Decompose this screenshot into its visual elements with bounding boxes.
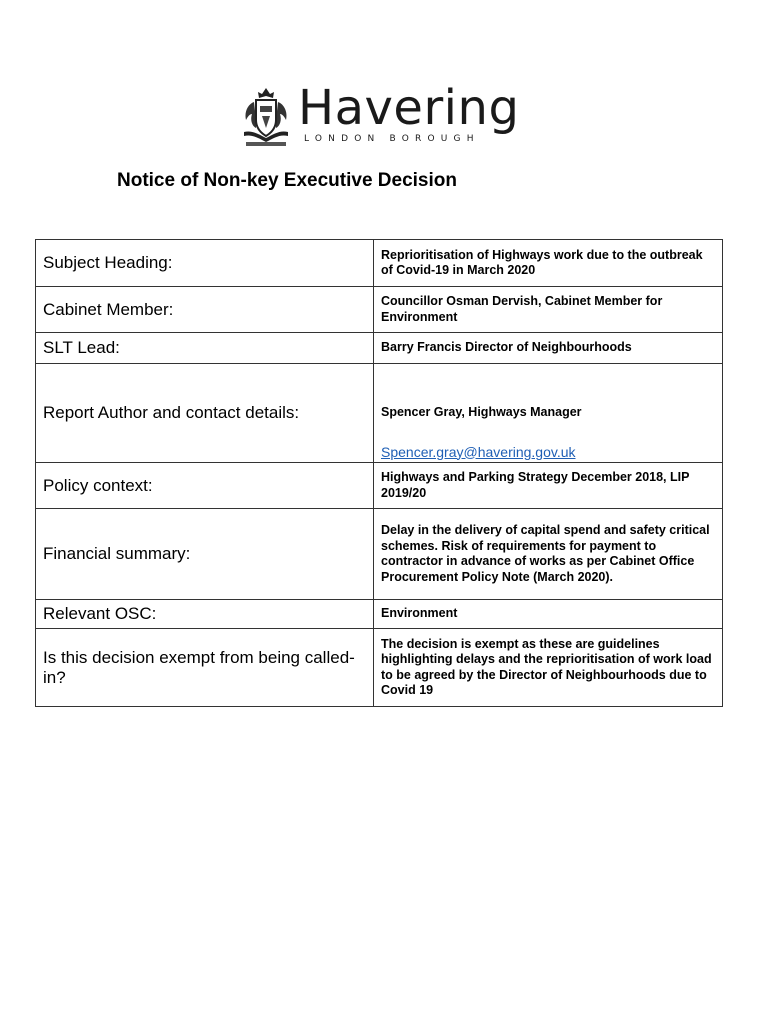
- row-value-policy-context: Highways and Parking Strategy December 2018, LIP 2019/20: [374, 463, 723, 509]
- row-label-subject: Subject Heading:: [36, 240, 374, 287]
- havering-logo: [240, 80, 530, 152]
- row-label-call-in-exempt: Is this decision exempt from being called-in?: [36, 629, 374, 707]
- row-label-policy-context: Policy context:: [36, 463, 374, 509]
- row-value-financial-summary: Delay in the delivery of capital spend and safety critical schemes. Risk of requirements for payment to contractor in advance of works as per Cabinet Office Procurement Policy Note (March 2020).: [374, 509, 723, 600]
- row-label-cabinet-member: Cabinet Member:: [36, 287, 374, 333]
- logo-subtitle: LONDON BOROUGH: [304, 134, 480, 144]
- row-value-relevant-osc: Environment: [374, 600, 723, 629]
- row-label-relevant-osc: Relevant OSC:: [36, 600, 374, 629]
- row-value-cabinet-member: Councillor Osman Dervish, Cabinet Member for Environment: [374, 287, 723, 333]
- page-title: Notice of Non-key Executive Decision: [117, 170, 457, 191]
- table-row: [36, 240, 723, 287]
- borough-crest-icon: [240, 86, 292, 148]
- row-value-report-author: [374, 364, 723, 463]
- report-author-name: Spencer Gray, Highways Manager: [381, 405, 582, 419]
- table-row: [36, 629, 723, 707]
- table-row: [36, 364, 723, 463]
- table-row: [36, 287, 723, 333]
- row-value-call-in-exempt: The decision is exempt as these are guidelines highlighting delays and the reprioritisation of work load to be agreed by the Director of Neighbourhoods due to Covid 19: [374, 629, 723, 707]
- row-label-financial-summary: Financial summary:: [36, 509, 374, 600]
- logo-wordmark: Havering: [298, 80, 520, 136]
- table-row: [36, 463, 723, 509]
- table-row: [36, 600, 723, 629]
- decision-table: [35, 239, 723, 707]
- row-value-subject: Reprioritisation of Highways work due to the outbreak of Covid-19 in March 2020: [374, 240, 723, 287]
- row-label-slt-lead: SLT Lead:: [36, 333, 374, 364]
- table-row: [36, 333, 723, 364]
- row-value-slt-lead: Barry Francis Director of Neighbourhoods: [374, 333, 723, 364]
- table-row: [36, 509, 723, 600]
- row-label-report-author: Report Author and contact details:: [36, 364, 374, 463]
- author-email-link[interactable]: Spencer.gray@havering.gov.uk: [381, 443, 576, 460]
